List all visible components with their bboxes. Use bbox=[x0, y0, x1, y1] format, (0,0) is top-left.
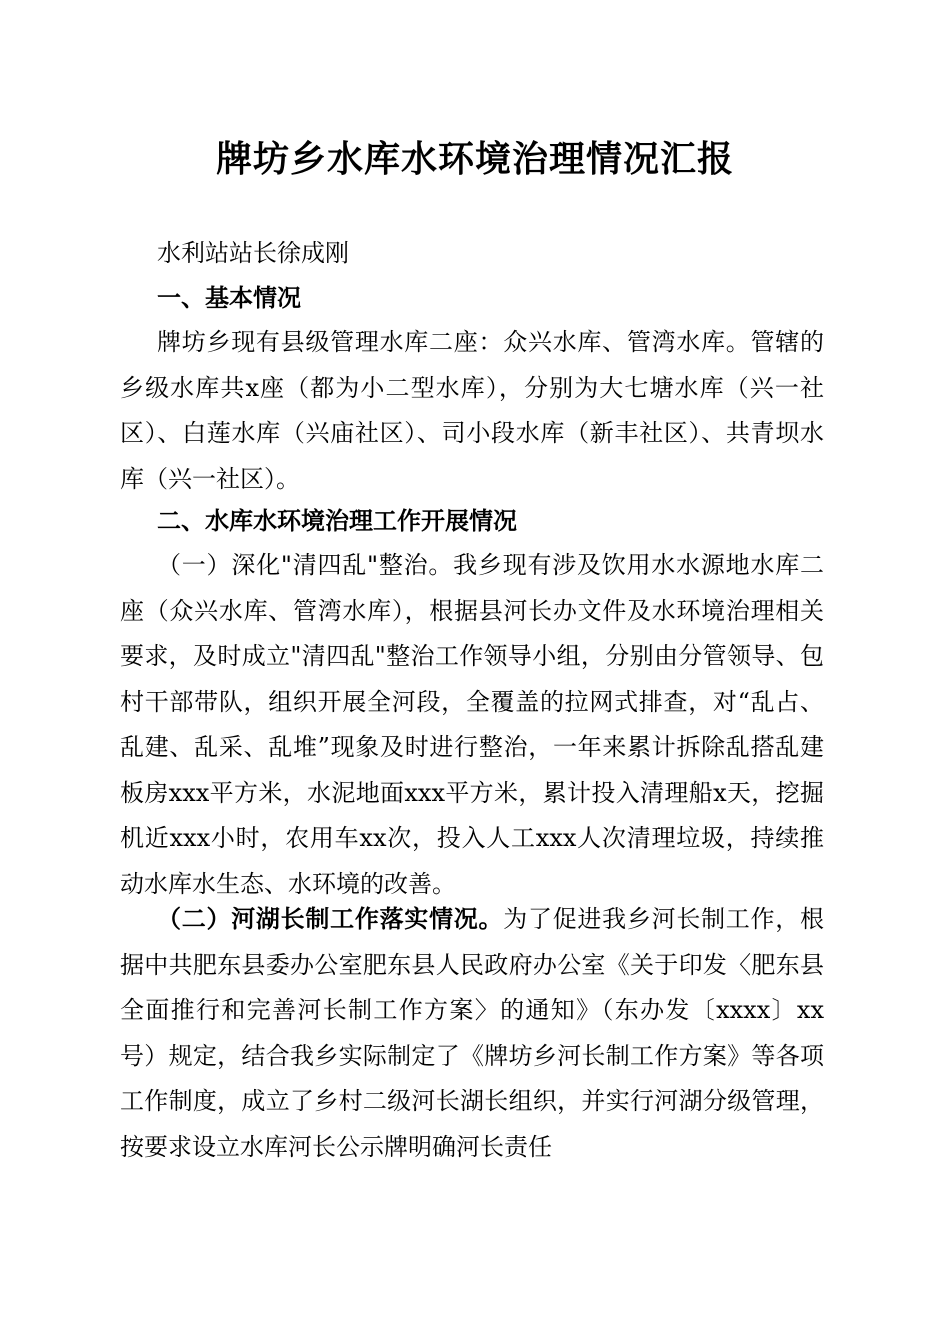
paragraph-basic-info bbox=[120, 320, 824, 502]
paragraph-clean-four bbox=[120, 543, 824, 907]
paragraph-lead: （二）河湖长制工作落实情况。 bbox=[157, 905, 504, 933]
paragraph-text: 为了促进我乡河长制工作，根据中共肥东县委办公室肥东县人民政府办公室《关于印发〈肥东县全面推行和完善河长制工作方案〉的通知》（东办发〔xxxx〕xx号）规定，结合我乡实际制定了《牌坊乡河长制工作方案》等各项工作制度，成立了乡村二级河长湖长组织，并实行河湖分级管理，按要求设立水库河长公示牌明确河长责任 bbox=[120, 905, 825, 1161]
paragraph-text: 我乡现有涉及饮用水水源地水库二座（众兴水库、管湾水库），根据县河长办文件及水环境治理相关要求，及时成立"清四乱"整治工作领导小组，分别由分管领导、包村干部带队，组织开展全河段，全覆盖的拉网式排查，对“乱占、乱建、乱采、乱堆”现象及时进行整治，一年来累计拆除乱搭乱建板房xxx平方米，水泥地面xxx平方米，累计投入清理船x天，挖掘机近xxx小时，农用车xx次，投入人工xxx人次清理垃圾，持续推动水库水生态、水环境的改善。 bbox=[120, 551, 825, 898]
section-heading-work: 二、水库水环境治理工作开展情况 bbox=[157, 507, 517, 535]
paragraph-river-chief bbox=[120, 897, 824, 1170]
paragraph-text: 牌坊乡现有县级管理水库二座：众兴水库、管湾水库。管辖的乡级水库共x座（都为小二型水库），分别为大七塘水库（兴一社区）、白莲水库（兴庙社区）、司小段水库（新丰社区）、共青坝水库（兴一社区）。 bbox=[120, 328, 824, 493]
author-line: 水利站站长徐成刚 bbox=[157, 239, 349, 267]
section-heading-basic: 一、基本情况 bbox=[157, 284, 301, 312]
paragraph-lead: （一）深化"清四乱"整治。 bbox=[157, 551, 454, 579]
document-title: 牌坊乡水库水环境治理情况汇报 bbox=[215, 138, 734, 180]
